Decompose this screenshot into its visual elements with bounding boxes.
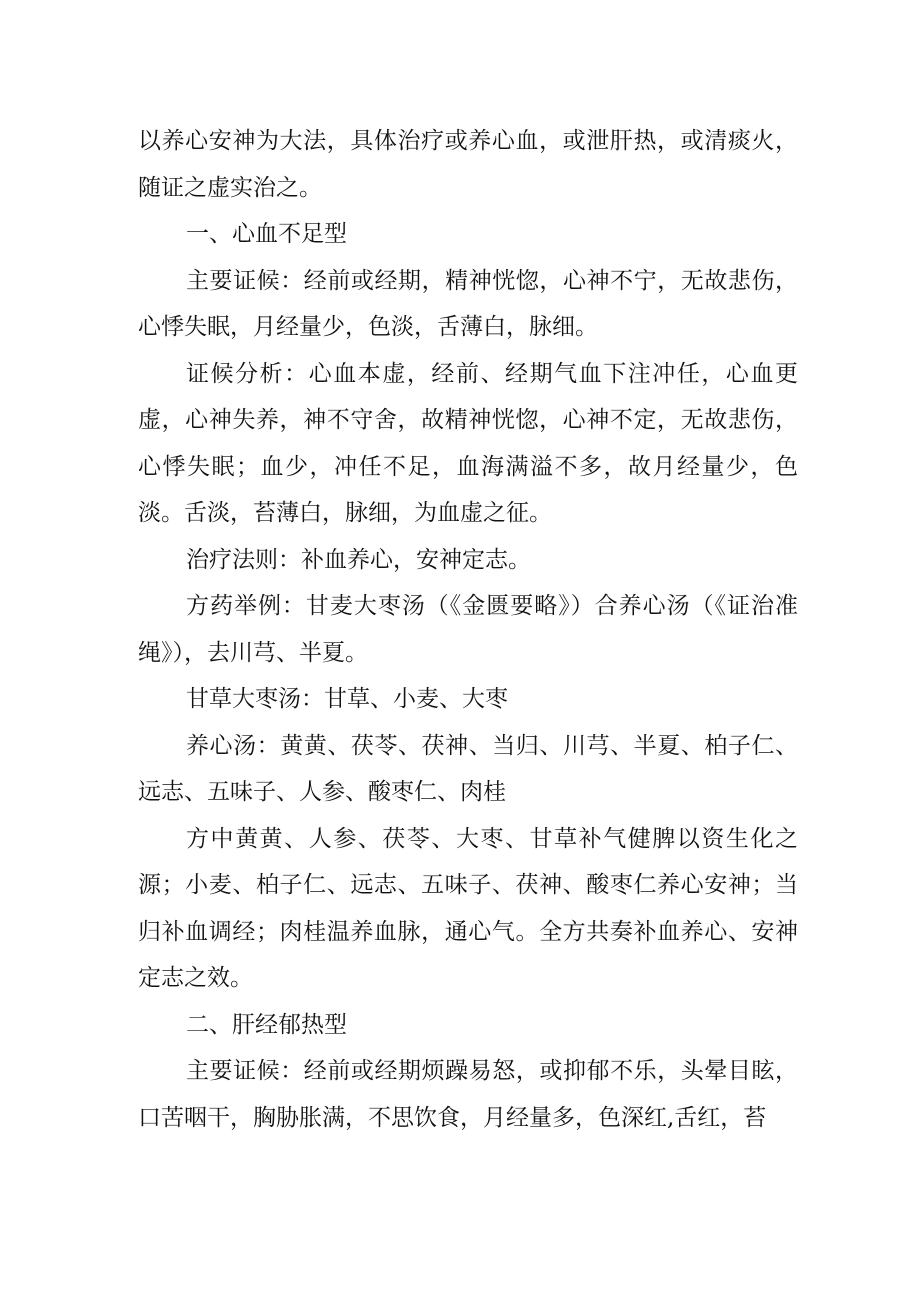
paragraph-treatment-principle-1: 治疗法则：补血养心，安神定志。 — [186, 546, 531, 573]
document-body — [138, 118, 798, 1141]
paragraph-prescription-example-1: 方药举例：甘麦大枣汤（《金匮要略》）合养心汤（《证治准绳》），去川芎、半夏。 — [138, 593, 798, 666]
paragraph-syndrome-analysis-1: 证候分析：心血本虚，经前、经期气血下注冲任，心血更虚，心神失养，神不守舍，故精神恍惚，心神不定，无故悲伤，心悸失眠；血少，冲任不足，血海满溢不多，故月经量少，色淡。舌淡，苔薄白，脉细，为血虚之征。 — [138, 360, 798, 526]
paragraph-intro: 以养心安神为大法，具体治疗或养心血，或泄肝热，或清痰火，随证之虚实治之。 — [138, 128, 798, 201]
paragraph-main-symptoms-1: 主要证候：经前或经期，精神恍惚，心神不宁，无故悲伤，心悸失眠，月经量少，色淡，舌薄白，脉细。 — [138, 267, 798, 340]
paragraph-formula-explanation-1: 方中黄黄、人参、茯苓、大枣、甘草补气健脾以资生化之源；小麦、柏子仁、远志、五味子、茯神、酸枣仁养心安神；当归补血调经；肉桂温养血脉，通心气。全方共奏补血养心、安神定志之效。 — [138, 825, 798, 991]
section-heading-heart-blood-deficiency: 一、心血不足型 — [186, 221, 347, 247]
paragraph-main-symptoms-2: 主要证候：经前或经期烦躁易怒，或抑郁不乐，头晕目眩，口苦咽干，胸胁胀满，不思饮食，月经量多，色深红,舌红，苔 — [138, 1058, 798, 1131]
section-heading-liver-heat: 二、肝经郁热型 — [186, 1011, 347, 1038]
paragraph-formula-gancao-dazao: 甘草大枣汤：甘草、小麦、大枣 — [186, 686, 508, 712]
paragraph-formula-yangxin: 养心汤：黄黄、茯苓、茯神、当归、川芎、半夏、柏子仁、远志、五味子、人参、酸枣仁、肉桂 — [138, 732, 798, 805]
